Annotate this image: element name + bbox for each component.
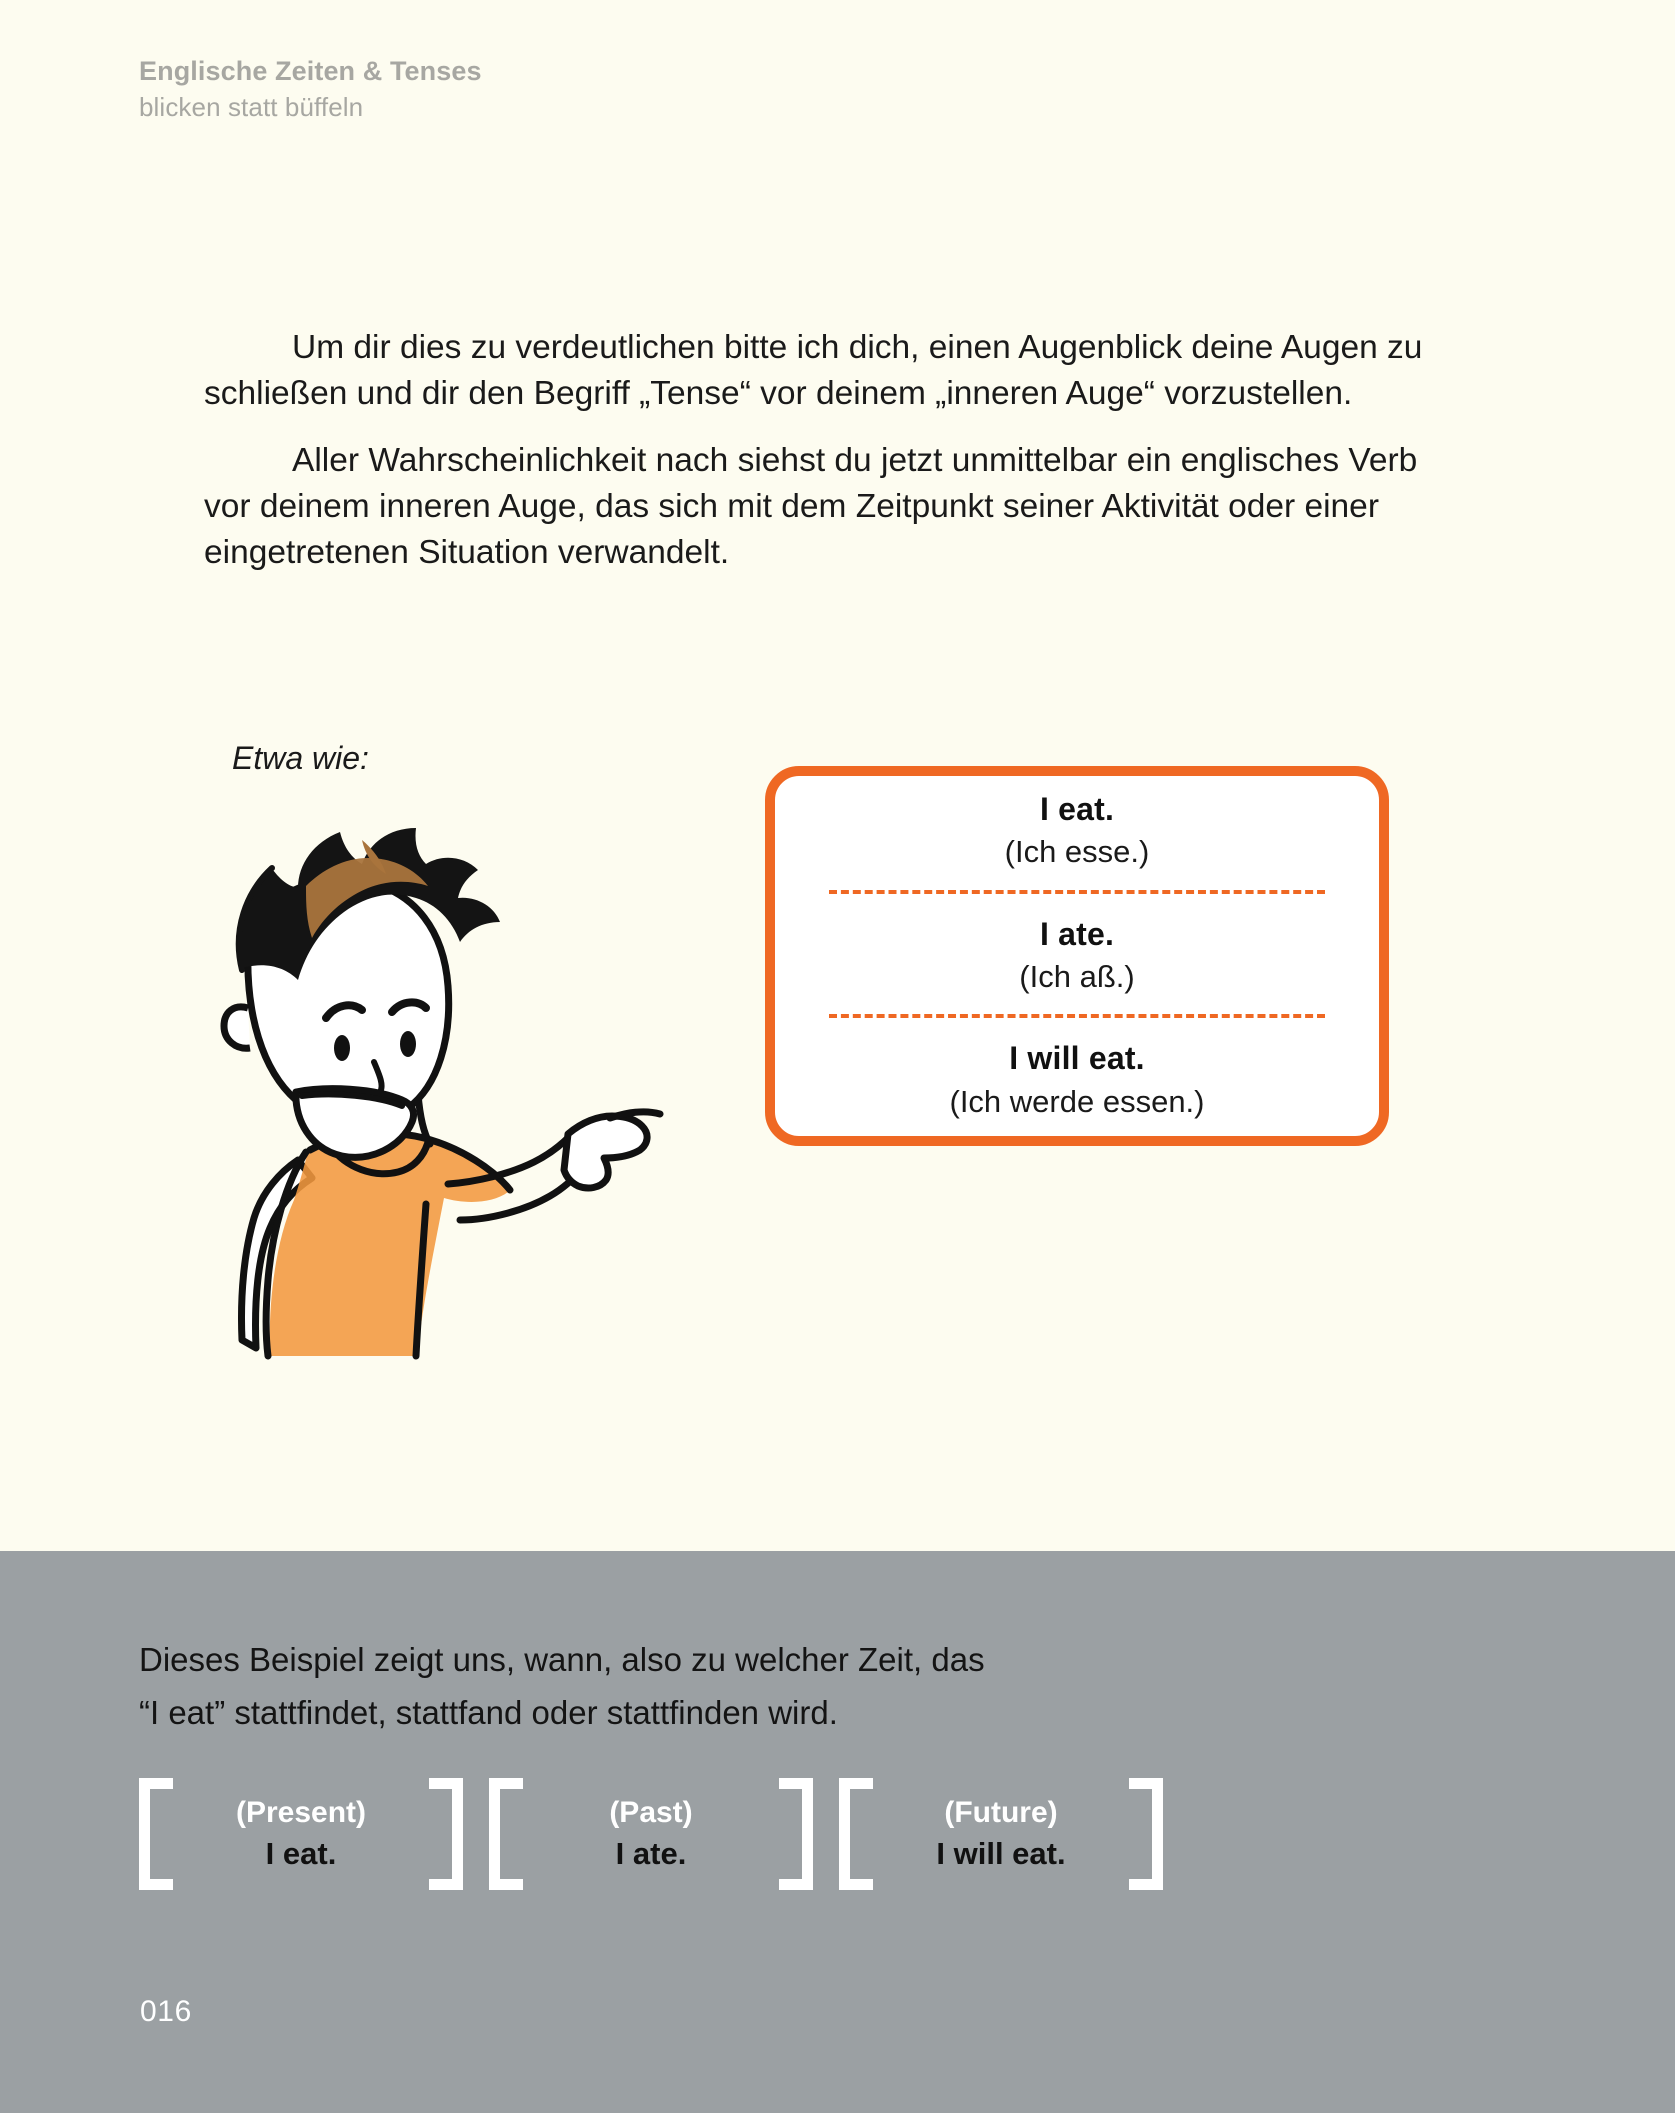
bracket-label-past: (Past) xyxy=(609,1795,693,1829)
tense-row-present xyxy=(821,779,1333,884)
tense-english-future: I will eat. xyxy=(1009,1040,1145,1077)
bracket-left-icon xyxy=(839,1778,873,1890)
footer-explanation-line-1: Dieses Beispiel zeigt uns, wann, also zu welcher Zeit, das xyxy=(139,1641,985,1678)
bracket-left-icon xyxy=(489,1778,523,1890)
tense-english-present: I eat. xyxy=(1039,791,1115,828)
body-text xyxy=(204,325,1449,576)
tense-english-past: I ate. xyxy=(1039,915,1115,952)
bracket-value-present: I eat. xyxy=(265,1836,337,1872)
tense-example-box xyxy=(765,766,1389,1146)
example-caption: Etwa wie: xyxy=(232,740,369,776)
bracket-value-future: I will eat. xyxy=(936,1836,1066,1872)
running-head-subtitle: blicken statt büffeln xyxy=(139,91,364,122)
running-head-title: Englische Zeiten & Tenses xyxy=(139,56,482,86)
dashed-separator-1 xyxy=(829,890,1325,894)
paragraph-2: Aller Wahrscheinlichkeit nach siehst du jetzt unmittelbar ein englisches Verb vor deinem inneren Auge, das sich mit dem Zeitpunkt seiner Aktivität oder einer eingetretenen Situation verwandelt. xyxy=(204,442,1418,571)
boy-pointing-illustration xyxy=(130,800,720,1360)
bracket-right-icon xyxy=(779,1778,813,1890)
tense-bracket-groups xyxy=(139,1778,1163,1890)
tense-german-present: (Ich esse.) xyxy=(1004,834,1150,870)
bracket-label-future: (Future) xyxy=(944,1795,1058,1829)
page-number: 016 xyxy=(140,1995,192,2028)
running-head xyxy=(139,54,482,124)
footer-explanation-line-2: “I eat” stattfindet, stattfand oder stattfinden wird. xyxy=(139,1694,838,1732)
tense-row-past xyxy=(821,904,1333,1009)
bracket-group-present xyxy=(139,1778,463,1890)
tense-german-past: (Ich aß.) xyxy=(1019,958,1135,994)
bracket-right-icon xyxy=(429,1778,463,1890)
bracket-content-future xyxy=(873,1778,1129,1890)
bracket-right-icon xyxy=(1129,1778,1163,1890)
bracket-group-future xyxy=(839,1778,1163,1890)
bracket-content-present xyxy=(173,1778,429,1890)
tense-row-future xyxy=(821,1028,1333,1133)
footer-explanation xyxy=(139,1633,1439,1740)
paragraph-1: Um dir dies zu verdeutlichen bitte ich dich, einen Augenblick deine Augen zu schließen und dir den Begriff „Tense“ vor deinem „inneren Auge“ vorzustellen. xyxy=(204,329,1423,412)
bracket-left-icon xyxy=(139,1778,173,1890)
dashed-separator-2 xyxy=(829,1014,1325,1018)
bracket-label-present: (Present) xyxy=(235,1795,367,1829)
bracket-content-past xyxy=(523,1778,779,1890)
bracket-group-past xyxy=(489,1778,813,1890)
tense-german-future: (Ich werde essen.) xyxy=(949,1083,1205,1119)
bracket-value-past: I ate. xyxy=(615,1836,687,1872)
